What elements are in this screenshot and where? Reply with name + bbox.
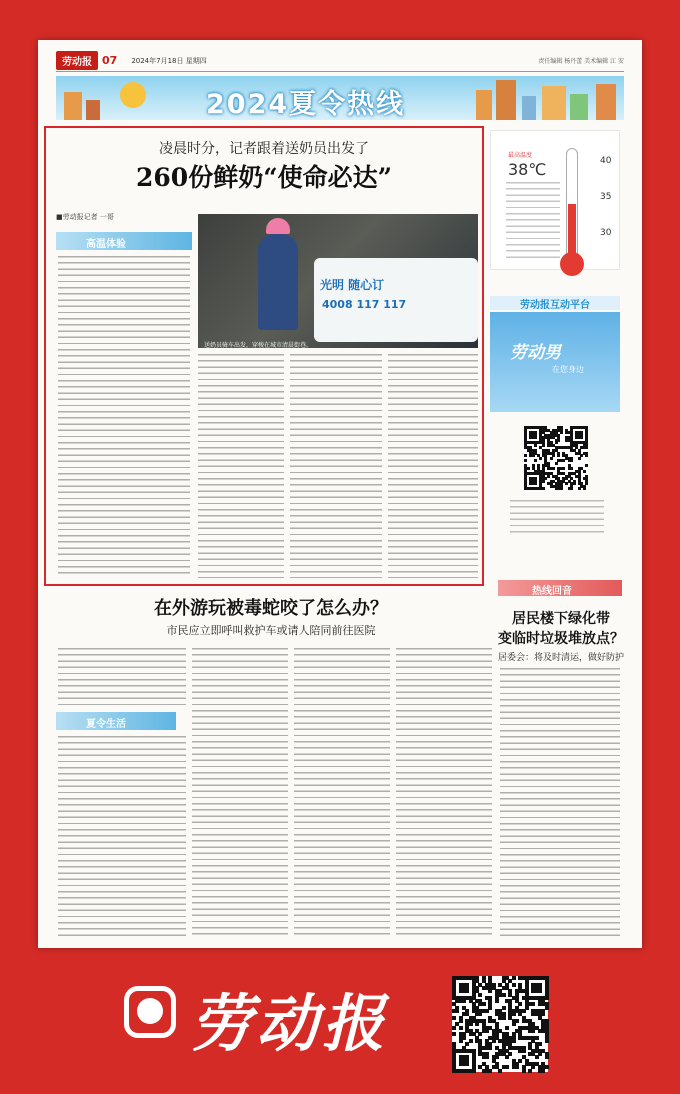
banner-title: 2024夏令热线 [206, 89, 406, 120]
section-tag-heat: 高温体验 [56, 232, 192, 250]
thermometer-bulb [560, 252, 584, 276]
qr-module [547, 475, 550, 478]
platform-title: 劳动报互动平台 [490, 296, 620, 310]
building-icon [542, 86, 566, 120]
qr-module [560, 487, 563, 490]
text-column [58, 736, 186, 936]
qr-module [522, 1069, 526, 1073]
qr-module [485, 1029, 489, 1033]
qr-module [512, 983, 516, 987]
photo-caption: 送奶员骑车出发，穿梭在城市清晨街巷。 [204, 342, 313, 349]
header-logo: 劳动报 [56, 51, 98, 70]
qr-module [482, 1002, 486, 1006]
promo-subtitle: 在您身边 [552, 365, 584, 374]
promo-title: 劳动男 [510, 343, 561, 363]
qr-module [534, 444, 537, 447]
building-icon [522, 96, 536, 120]
qr-module [512, 1022, 516, 1026]
section-tag-life: 夏令生活 [56, 712, 176, 730]
qr-module [570, 467, 573, 470]
story-byline: ■劳动报记者 一哥 [56, 213, 114, 221]
qr-module [585, 464, 588, 467]
qr-module [539, 457, 542, 460]
qr-module [478, 1012, 482, 1016]
text-column [500, 668, 620, 938]
qr-module [534, 436, 537, 439]
qr-module [570, 459, 573, 462]
qr-module [552, 467, 555, 470]
brand-logo-dot [137, 998, 163, 1024]
qr-module [488, 1069, 492, 1073]
qr-module [452, 1026, 456, 1030]
building-icon [64, 92, 82, 120]
qr-module [455, 1009, 459, 1013]
scale-tick: 30 [600, 228, 612, 238]
sun-icon [120, 82, 146, 108]
text-column [294, 648, 390, 936]
summer-hotline-banner [56, 76, 624, 120]
truck-brand-text: 光明 随心订 [320, 278, 385, 292]
building-icon [496, 80, 516, 120]
qr-module [505, 1055, 509, 1059]
qr-module [502, 993, 506, 997]
qr-module [541, 1069, 545, 1073]
qr-module [528, 1069, 532, 1073]
issue-date: 2024年7月18日 星期四 [131, 56, 207, 65]
qr-module [459, 1039, 463, 1043]
qr-module [459, 1026, 463, 1030]
qr-module [578, 457, 581, 460]
text-column [198, 354, 284, 578]
qr-module [531, 1002, 535, 1006]
rider-shape [258, 234, 298, 330]
qr-module [550, 457, 553, 460]
qr-module [585, 446, 588, 449]
qr-module [475, 1022, 479, 1026]
thermometer-level [568, 204, 576, 256]
qr-module [488, 989, 492, 993]
story-photo [198, 214, 478, 348]
qr-module [545, 1039, 549, 1043]
qr-module [452, 1016, 456, 1020]
story-headline: 260份鲜奶“使命必达” [136, 163, 392, 192]
qr-module [505, 1026, 509, 1030]
qr-module [478, 993, 482, 997]
building-icon [476, 90, 492, 120]
qr-module [580, 436, 583, 439]
hotline-headline-1: 居民楼下绿化带 [512, 611, 610, 627]
qr-module [560, 431, 563, 434]
qr-module [524, 454, 527, 457]
qr-module [578, 487, 581, 490]
story-kicker: 凌晨时分，记者跟着送奶员出发了 [159, 141, 369, 157]
qr-module [495, 999, 499, 1003]
qr-module [557, 454, 560, 457]
qr-module [498, 1069, 502, 1073]
qr-module [583, 470, 586, 473]
qr-module [522, 1049, 526, 1053]
qr-caption [510, 500, 604, 534]
qr-module [505, 1065, 509, 1069]
qr-module [452, 1032, 456, 1036]
brand-name: 劳动报 [190, 987, 389, 1060]
editors-credit: 责任编辑 杨丹蕾 美术编辑 江 安 [538, 58, 624, 65]
qr-module [585, 482, 588, 485]
second-headline: 在外游玩被毒蛇咬了怎么办？ [154, 598, 388, 619]
qr-module [462, 999, 466, 1003]
building-icon [570, 94, 588, 120]
qr-code[interactable] [524, 426, 588, 490]
hotline-subheadline: 居委会：将及时清运，做好防护 [497, 653, 624, 663]
qr-module [465, 1062, 469, 1066]
qr-module [532, 454, 535, 457]
qr-module [485, 1055, 489, 1059]
qr-module [538, 989, 542, 993]
weather-label: 最高温度 [508, 152, 533, 159]
building-icon [596, 84, 616, 120]
qr-module [535, 1055, 539, 1059]
truck-phone-text: 4008 117 117 [322, 298, 407, 311]
second-subheadline: 市民应立即呼叫救护车或请人陪同前往医院 [166, 624, 376, 637]
page-header [56, 50, 624, 72]
page-number: 07 [102, 54, 118, 67]
text-column [58, 648, 186, 706]
qr-module [472, 1069, 476, 1073]
qr-module [531, 1029, 535, 1033]
text-column [192, 648, 288, 936]
weather-temperature: 38℃ [508, 160, 547, 179]
footer-qr-code[interactable] [452, 976, 548, 1072]
section-tag-hotline: 热线回音 [498, 580, 622, 596]
qr-module [545, 1055, 549, 1059]
scale-tick: 35 [600, 192, 612, 202]
qr-module [515, 1065, 519, 1069]
qr-module [562, 467, 565, 470]
qr-module [585, 454, 588, 457]
text-column [388, 354, 478, 578]
qr-module [524, 459, 527, 462]
qr-module [534, 482, 537, 485]
text-column [58, 256, 190, 578]
hotline-headline-2: 变临时垃圾堆放点？ [498, 631, 624, 647]
building-icon [86, 100, 100, 120]
qr-module [488, 1046, 492, 1050]
qr-module [465, 989, 469, 993]
text-column [290, 354, 382, 578]
qr-module [570, 487, 573, 490]
qr-module [502, 1016, 506, 1020]
helmet-shape [266, 218, 290, 234]
qr-module [485, 1009, 489, 1013]
scale-tick: 40 [600, 156, 612, 166]
qr-module [565, 482, 568, 485]
text-column [396, 648, 492, 936]
weather-details [506, 182, 560, 260]
qr-module [562, 459, 565, 462]
qr-module [534, 459, 537, 462]
qr-module [544, 477, 547, 480]
qr-module [555, 441, 558, 444]
qr-module [542, 487, 545, 490]
qr-module [580, 454, 583, 457]
qr-module [583, 487, 586, 490]
qr-module [555, 462, 558, 465]
qr-module [552, 454, 555, 457]
